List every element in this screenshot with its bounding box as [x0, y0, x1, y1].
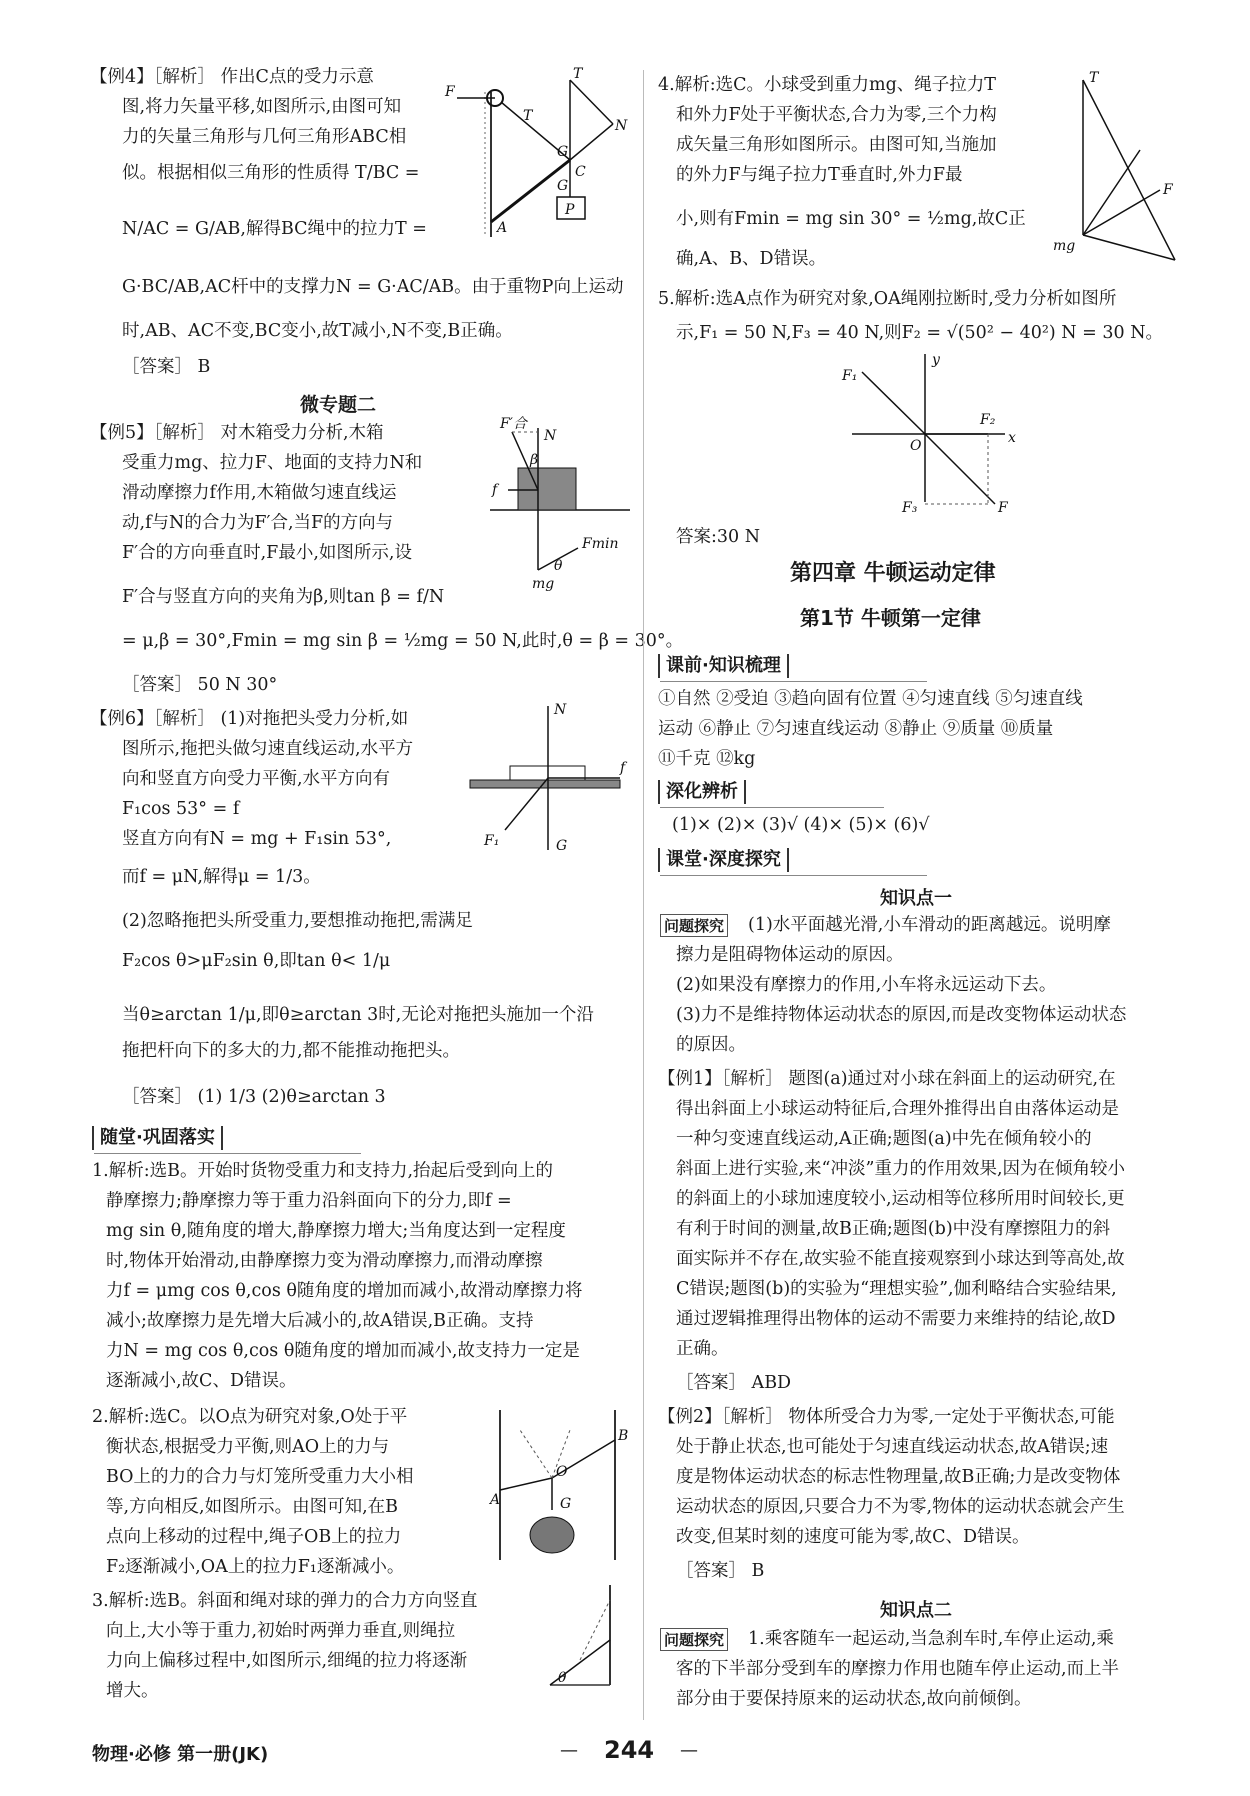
text-line: = μ,β = 30°,Fmin = mg sin β = ½mg = 50 N,此时,θ = β = 30°。 — [122, 631, 684, 651]
page-number: 244 — [604, 1736, 655, 1764]
text-line: 斜面上进行实验,来“冲淡”重力的作用效果,因为在倾角较小 — [676, 1159, 1126, 1179]
special-title: 微专题二 — [300, 394, 377, 416]
text-line: 通过逻辑推理得出物体的运动不需要力来维持的结论,故D — [676, 1309, 1116, 1329]
section-header: 随堂·巩固落实 — [92, 1126, 223, 1150]
text-line: G·BC/AB,AC杆中的支撑力N = G·AC/AB。由于重物P向上运动 — [122, 277, 624, 297]
figure-label: A — [497, 220, 508, 236]
text-line: 【例1】［解析］ 题图(a)通过对小球在斜面上的运动研究,在 — [658, 1069, 1116, 1089]
text-line: 衡状态,根据受力平衡,则AO上的力与 — [106, 1437, 390, 1457]
text-line: (1)× (2)× (3)√ (4)× (5)× (6)√ — [672, 815, 930, 835]
figure-label: F — [1163, 182, 1173, 198]
text-line: 【例4】［解析］ 作出C点的受力示意 — [90, 67, 374, 87]
section-title: 第1节 牛顿第一定律 — [800, 606, 981, 630]
text-line: 【例5】［解析］ 对木箱受力分析,木箱 — [90, 423, 384, 443]
figure-ex4 — [445, 66, 630, 242]
section-header: 课前·知识梳理 — [658, 654, 789, 678]
figure-q5 — [840, 352, 1020, 522]
text-line: 图,将力矢量平移,如图所示,由图可知 — [122, 97, 402, 117]
text-line: 图所示,拖把头做匀速直线运动,水平方 — [122, 739, 414, 759]
text-line: 一种匀变速直线运动,A正确;题图(a)中先在倾角较小的 — [676, 1129, 1092, 1149]
text-line: 客的下半部分受到车的摩擦力作用也随车停止运动,而上半 — [676, 1659, 1120, 1679]
text-line: 5.解析:选A点作为研究对象,OA绳刚拉断时,受力分析如图所 — [658, 289, 1117, 309]
figure-label: θ — [554, 558, 563, 574]
text-line: (3)力不是维持物体运动状态的原因,而是改变物体运动状态 — [676, 1005, 1127, 1025]
figure-ex5 — [470, 416, 630, 595]
answer-line: 答案:30 N — [676, 527, 761, 547]
text-line: mg sin θ,随角度的增大,静摩擦力增大;当角度达到一定程度 — [106, 1221, 566, 1241]
text-line: (2)忽略拖把头所受重力,要想推动拖把,需满足 — [122, 911, 473, 931]
figure-label: T — [1089, 70, 1099, 86]
section-header: 课堂·深度探究 — [658, 848, 789, 872]
figure-label: F₁ — [842, 368, 858, 384]
knowledge-point-2: 知识点二 — [880, 1600, 952, 1621]
answer-line: ［答案］ B — [122, 357, 211, 377]
figure-q3 — [550, 1580, 630, 1690]
text-line: 等,方向相反,如图所示。由图可知,在B — [106, 1497, 399, 1517]
text-line: BO上的力的合力与灯笼所受重力大小相 — [106, 1467, 414, 1487]
answer-line: ［答案］ (1) 1/3 (2)θ≥arctan 3 — [122, 1087, 386, 1107]
text-line: 向和竖直方向受力平衡,水平方向有 — [122, 769, 391, 789]
answer-line: ［答案］ ABD — [676, 1373, 792, 1393]
text-line: (1)水平面越光滑,小车滑动的距离越远。说明摩 — [748, 915, 1111, 935]
text-line: N/AC = G/AB,解得BC绳中的拉力T = — [122, 219, 427, 239]
text-line: 逐渐减小,故C、D错误。 — [106, 1371, 297, 1391]
figure-label: F₁ — [484, 833, 500, 849]
figure-label: Fmin — [582, 536, 619, 552]
figure-label: f — [492, 482, 498, 498]
text-line: 示,F₁ = 50 N,F₃ = 40 N,则F₂ = √(50² − 40²) N = 30 N。 — [676, 323, 1164, 343]
figure-q4 — [1045, 70, 1185, 265]
figure-label: F′合 — [500, 416, 527, 432]
figure-label: F — [445, 84, 455, 100]
text-line: (2)如果没有摩擦力的作用,小车将永远运动下去。 — [676, 975, 1057, 995]
text-line: 滑动摩擦力f作用,木箱做匀速直线运 — [122, 483, 397, 503]
answer-line: ［答案］ B — [676, 1561, 765, 1581]
text-line: 而f = μN,解得μ = 1/3。 — [122, 867, 321, 887]
text-line: 竖直方向有N = mg + F₁sin 53°, — [122, 829, 392, 849]
text-line: F₂cos θ>μF₂sin θ,即tan θ< 1/μ — [122, 951, 391, 971]
text-line: 力N = mg cos θ,cos θ随角度的增加而减小,故支持力一定是 — [106, 1341, 580, 1361]
text-line: 2.解析:选C。以O点为研究对象,O处于平 — [92, 1407, 408, 1427]
text-line: 增大。 — [106, 1681, 159, 1701]
text-line: 动,f与N的合力为F′合,当F的方向与 — [122, 513, 394, 533]
figure-label: G — [560, 1496, 572, 1512]
figure-label: B — [618, 1428, 629, 1444]
text-line: 当θ≥arctan 1/μ,即θ≥arctan 3时,无论对拖把头施加一个沿 — [122, 1005, 594, 1025]
text-line: 静摩擦力;静摩擦力等于重力沿斜面向下的分力,即f = — [106, 1191, 512, 1211]
text-line: 4.解析:选C。小球受到重力mg、绳子拉力T — [658, 75, 996, 95]
figure-label: O — [910, 438, 922, 454]
text-line: 【例2】［解析］ 物体所受合力为零,一定处于平衡状态,可能 — [658, 1407, 1115, 1427]
text-line: 力向上偏移过程中,如图所示,细绳的拉力将逐渐 — [106, 1651, 468, 1671]
figure-label: N — [554, 702, 567, 718]
chapter-title: 第四章 牛顿运动定律 — [790, 561, 996, 586]
text-line: 擦力是阻碍物体运动的原因。 — [676, 945, 904, 965]
text-line: 1.乘客随车一起运动,当急刹车时,车停止运动,乘 — [748, 1629, 1114, 1649]
figure-label: N — [615, 118, 628, 134]
text-line: 有利于时间的测量,故B正确;题图(b)中没有摩擦阻力的斜 — [676, 1219, 1111, 1239]
figure-label: G — [556, 838, 568, 854]
figure-label: N — [544, 428, 557, 444]
figure-label: O — [556, 1464, 568, 1480]
text-line: 1.解析:选B。开始时货物受重力和支持力,抬起后受到向上的 — [92, 1161, 554, 1181]
text-line: 时,AB、AC不变,BC变小,故T减小,N不变,B正确。 — [122, 321, 513, 341]
figure-label: T — [573, 66, 583, 82]
text-line: 受重力mg、拉力F、地面的支持力N和 — [122, 453, 423, 473]
text-line: 正确。 — [676, 1339, 729, 1359]
text-line: 时,物体开始滑动,由静摩擦力变为滑动摩擦力,而滑动摩擦 — [106, 1251, 543, 1271]
figure-label: f — [620, 760, 626, 776]
text-line: 拖把杆向下的多大的力,都不能推动拖把头。 — [122, 1041, 461, 1061]
figure-label: x — [1008, 430, 1016, 446]
text-line: 3.解析:选B。斜面和绳对球的弹力的合力方向竖直 — [92, 1591, 478, 1611]
text-line: C错误;题图(b)的实验为“理想实验”,伽利略结合实验结果, — [676, 1279, 1117, 1299]
section-header: 深化辨析 — [658, 780, 746, 804]
text-line: 确,A、B、D错误。 — [676, 249, 827, 269]
text-line: 面实际并不存在,故实验不能直接观察到小球达到等高处,故 — [676, 1249, 1125, 1269]
text-line: F′合的方向垂直时,F最小,如图所示,设 — [122, 543, 412, 563]
book-title: 物理·必修 第一册(JK) — [92, 1744, 269, 1765]
figure-label: y — [932, 352, 940, 368]
figure-label: F₂ — [980, 412, 996, 428]
figure-label: F — [998, 500, 1008, 516]
text-line: 向上,大小等于重力,初始时两弹力垂直,则绳拉 — [106, 1621, 456, 1641]
figure-label: A — [490, 1492, 501, 1508]
figure-q2 — [490, 1400, 630, 1565]
figure-label: C — [575, 164, 586, 180]
text-line: 处于静止状态,也可能处于匀速直线运动状态,故A错误;速 — [676, 1437, 1109, 1457]
text-line: 部分由于要保持原来的运动状态,故向前倾倒。 — [676, 1689, 1032, 1709]
text-line: ⑪千克 ⑫kg — [658, 749, 756, 769]
figure-label: G — [557, 144, 569, 160]
figure-label: F₃ — [902, 500, 918, 516]
text-line: 的外力F与绳子拉力T垂直时,外力F最 — [676, 165, 963, 185]
figure-label: mg — [532, 576, 555, 592]
column-divider — [643, 70, 644, 1720]
text-line: 运动状态的原因,只要合力不为零,物体的运动状态就会产生 — [676, 1497, 1125, 1517]
figure-label: T — [523, 108, 533, 124]
text-line: ①自然 ②受迫 ③趋向固有位置 ④匀速直线 ⑤匀速直线 — [658, 689, 1083, 709]
figure-label: θ — [558, 1670, 567, 1686]
text-line: 减小;故摩擦力是先增大后减小的,故A错误,B正确。支持 — [106, 1311, 534, 1331]
text-line: 的斜面上的小球加速度较小,运动相等位移所用时间较长,更 — [676, 1189, 1125, 1209]
text-line: 似。根据相似三角形的性质得 T/BC = — [122, 163, 420, 183]
answer-line: ［答案］ 50 N 30° — [122, 675, 278, 695]
text-line: F′合与竖直方向的夹角为β,则tan β = f/N — [122, 587, 445, 607]
figure-label: β — [530, 452, 539, 468]
footer-dash-left: — — [560, 1740, 578, 1761]
text-line: 运动 ⑥静止 ⑦匀速直线运动 ⑧静止 ⑨质量 ⑩质量 — [658, 719, 1054, 739]
text-line: 【例6】［解析］ (1)对拖把头受力分析,如 — [90, 709, 409, 729]
text-line: 的原因。 — [676, 1035, 746, 1055]
figure-label: mg — [1053, 238, 1076, 254]
text-line: 小,则有Fmin = mg sin 30° = ½mg,故C正 — [676, 209, 1026, 229]
figure-ex6 — [470, 700, 630, 865]
text-line: 点向上移动的过程中,绳子OB上的拉力 — [106, 1527, 402, 1547]
text-line: 度是物体运动状态的标志性物理量,故B正确;力是改变物体 — [676, 1467, 1121, 1487]
knowledge-point-1: 知识点一 — [880, 888, 952, 909]
question-tag: 问题探究 — [660, 914, 728, 937]
text-line: 得出斜面上小球运动特征后,合理外推得出自由落体运动是 — [676, 1099, 1120, 1119]
text-line: 和外力F处于平衡状态,合力为零,三个力构 — [676, 105, 997, 125]
text-line: 成矢量三角形如图所示。由图可知,当施加 — [676, 135, 997, 155]
text-line: 力的矢量三角形与几何三角形ABC相 — [122, 127, 407, 147]
text-line: 力f = μmg cos θ,cos θ随角度的增加而减小,故滑动摩擦力将 — [106, 1281, 583, 1301]
text-line: F₁cos 53° = f — [122, 799, 240, 819]
text-line: 改变,但某时刻的速度可能为零,故C、D错误。 — [676, 1527, 1030, 1547]
question-tag: 问题探究 — [660, 1628, 728, 1651]
figure-label: G — [557, 178, 569, 194]
footer-dash-right: — — [680, 1740, 698, 1761]
figure-label: P — [565, 202, 575, 218]
text-line: F₂逐渐减小,OA上的拉力F₁逐渐减小。 — [106, 1557, 405, 1577]
